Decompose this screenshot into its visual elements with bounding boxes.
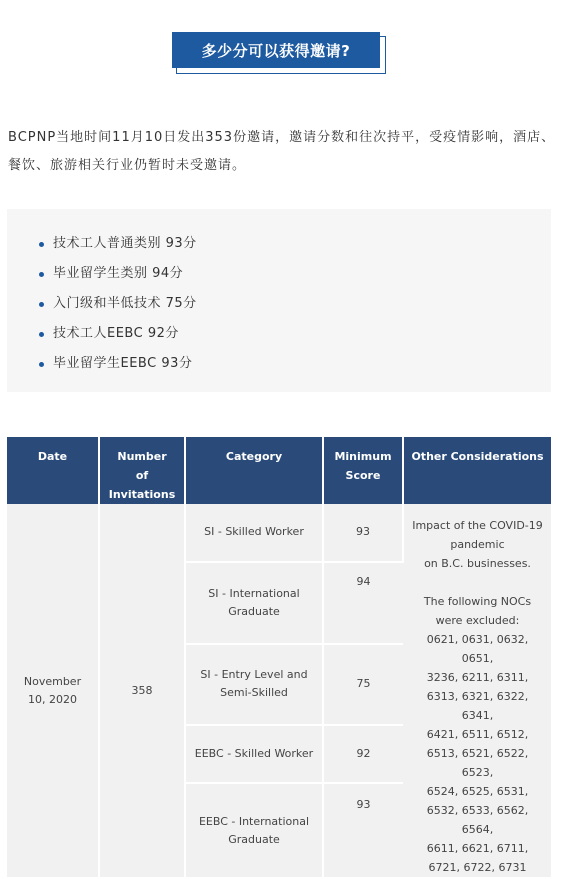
category-cell: SI - Entry Level and Semi-Skilled [185,644,323,726]
list-item: 毕业留学生EEBC 93分 [39,349,197,379]
header-category: Category [185,437,323,504]
score-cell: 93 [323,783,403,878]
list-item: 入门级和半低技术 75分 [39,289,197,319]
header-date: Date [7,437,99,504]
category-cell: EEBC - International Graduate [185,783,323,878]
header-other-considerations: Other Considerations [403,437,551,504]
score-list [39,229,197,379]
list-item: 毕业留学生类别 94分 [39,259,197,289]
bullet-icon [39,272,44,277]
table-header-row [7,437,551,504]
date-cell: November 10, 2020 [7,504,99,878]
invitations-cell: 358 [99,504,185,878]
invitations-table [7,437,551,874]
header-invitations: Number of Invitations [99,437,185,504]
list-item: 技术工人普通类别 93分 [39,229,197,259]
score-cell: 92 [323,725,403,783]
section-title: 多少分可以获得邀请? [172,32,380,68]
bullet-icon [39,362,44,367]
bullet-icon [39,302,44,307]
list-item: 技术工人EEBC 92分 [39,319,197,349]
other-considerations-cell: Impact of the COVID-19 pandemic on B.C. businesses. The following NOCs were excluded: 0621, 0631, 0632, 0651, 3236, 6211, 6311, 6313, 6321, 6322, 6341, 6421, 6511, 6512, 6513, 6521, 6522, 6523, 6524, 6525, 6531, 6532, 6533, 6562, 6564, 6611, 6621, 6711, 6721, 6722, 6731 [403,504,551,878]
table-row [7,504,551,562]
category-cell: SI - Skilled Worker [185,504,323,562]
bullet-icon [39,242,44,247]
score-summary-box [7,209,551,392]
header-minimum-score: Minimum Score [323,437,403,504]
intro-paragraph: BCPNP当地时间11月10日发出353份邀请，邀请分数和往次持平，受疫情影响，酒店、餐饮、旅游相关行业仍暂时未受邀请。 [8,130,556,173]
score-cell: 94 [323,562,403,644]
category-cell: SI - International Graduate [185,562,323,644]
category-cell: EEBC - Skilled Worker [185,725,323,783]
title-badge [172,32,384,72]
score-cell: 75 [323,644,403,726]
bullet-icon [39,332,44,337]
score-cell: 93 [323,504,403,562]
